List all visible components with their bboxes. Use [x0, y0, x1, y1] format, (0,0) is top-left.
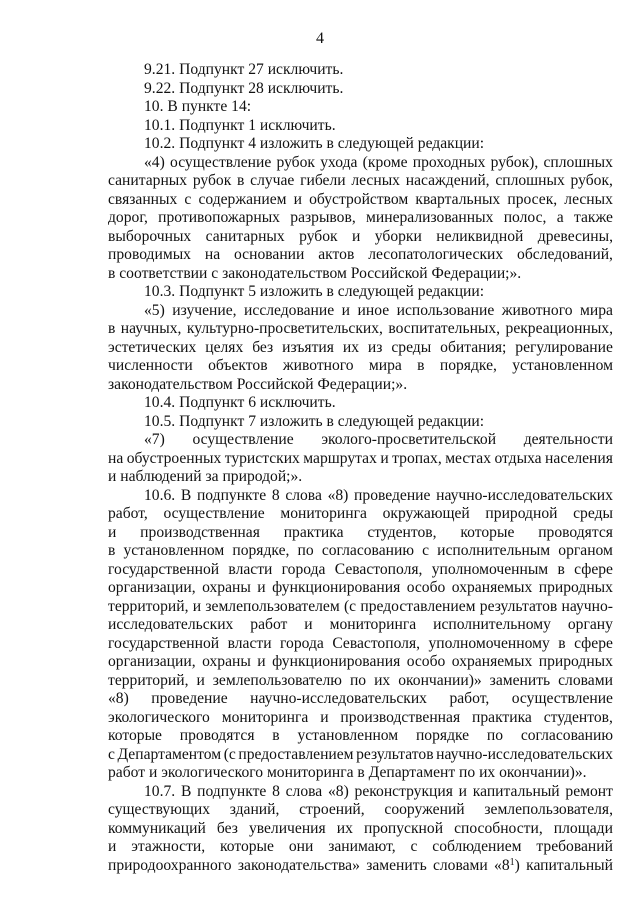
text-run: 10. В пункте 14:	[144, 98, 252, 115]
text-word: квартальных	[415, 190, 501, 208]
text-word: «8)	[327, 782, 349, 800]
text-line	[108, 764, 613, 783]
text-run: 10.5. Подпункт 7 изложить в следующей редакции:	[144, 412, 485, 430]
text-word: Департаментом	[117, 745, 222, 763]
text-word: «8)	[327, 486, 349, 504]
text-word: изучение,	[172, 301, 237, 319]
text-line	[108, 598, 613, 617]
text-word: (с	[343, 597, 357, 615]
text-word: осуществление	[163, 505, 265, 522]
text-word: охраны	[202, 653, 251, 670]
text-word: 8	[271, 486, 280, 504]
text-word: объектов	[208, 357, 268, 374]
text-word: тропах,	[392, 449, 442, 467]
text-word: актов	[318, 246, 355, 263]
text-word: законодательства»	[237, 856, 360, 874]
text-line	[108, 524, 613, 543]
text-word: противопожарных	[158, 209, 280, 226]
text-line	[108, 394, 613, 413]
text-line	[108, 672, 613, 691]
text-word: на	[108, 449, 124, 467]
text-word: органу	[567, 616, 613, 633]
text-word: Севастополя,	[332, 634, 421, 652]
text-line	[108, 246, 613, 265]
text-line	[108, 468, 613, 487]
text-word: функционирования	[272, 579, 401, 596]
text-run: 10.3. Подпункт 5 изложить в следующей редакции:	[144, 283, 485, 300]
text-word: студентов,	[367, 523, 437, 541]
text-line	[108, 302, 613, 321]
text-word: обустроенных	[126, 449, 222, 467]
text-word: с	[108, 745, 115, 763]
text-word: реконструкция	[354, 782, 453, 800]
text-word: сооружений	[384, 801, 465, 818]
text-word: полос,	[503, 209, 547, 226]
text-word: которые	[219, 838, 274, 855]
text-word: и	[293, 190, 303, 208]
text-word: рубок,	[570, 172, 613, 189]
text-run: работ и экологического мониторинга в Департамент по их окончании)».	[108, 764, 587, 781]
text-word: просек,	[507, 190, 558, 208]
text-word: рекреационных,	[505, 320, 613, 337]
text-word: случае	[250, 172, 295, 189]
text-line	[108, 98, 613, 117]
text-word: строений,	[299, 801, 365, 818]
text-word: окружающей	[382, 505, 470, 522]
text-word: эколого-просветительской	[321, 431, 497, 448]
text-word: власти	[227, 634, 272, 652]
text-word: уполномоченным	[431, 560, 549, 578]
text-word: местах	[445, 449, 492, 467]
text-word: выборочных	[108, 227, 192, 245]
text-word: и	[108, 838, 117, 855]
text-run: и наблюдений за природой;».	[108, 468, 303, 485]
text-word: мониторинга	[221, 708, 309, 726]
text-word: природных	[538, 579, 613, 596]
text-word: землепользователем	[205, 597, 340, 615]
text-word: обитания;	[440, 338, 507, 356]
text-word: слова	[285, 782, 323, 800]
text-word: рубок	[299, 227, 338, 245]
text-word: мира	[580, 301, 613, 319]
text-word: существующих	[108, 801, 210, 818]
text-word: площади	[553, 819, 613, 837]
text-word: осуществление	[170, 153, 272, 171]
text-word: практика	[283, 523, 344, 541]
text-word: Севастополя,	[334, 560, 423, 578]
text-word: лесных	[351, 172, 400, 189]
text-line	[108, 727, 613, 746]
text-line	[108, 320, 613, 339]
text-line	[108, 653, 613, 672]
text-word: численности	[108, 357, 193, 374]
text-word: изъятия	[282, 338, 334, 356]
text-word: и	[341, 301, 351, 319]
text-word: производственная	[140, 523, 260, 541]
text-word: их	[342, 338, 359, 356]
text-word: «7)	[144, 431, 165, 448]
text-word: работ	[250, 616, 288, 633]
text-word: с	[184, 190, 192, 208]
text-word: установленном	[297, 727, 399, 744]
text-word: заменить	[366, 856, 427, 874]
text-word: В	[180, 486, 192, 504]
text-word: в	[108, 542, 116, 559]
text-word: по	[486, 727, 504, 744]
text-word: заменить	[489, 671, 551, 689]
text-word: на	[204, 246, 221, 263]
text-word: (с	[223, 745, 236, 763]
text-word-part: «8	[494, 856, 510, 874]
text-line	[108, 172, 613, 191]
text-word: сплошных	[495, 172, 565, 189]
text-word: с	[422, 542, 430, 559]
text-line	[108, 339, 613, 358]
text-word: сплошных	[543, 153, 613, 171]
text-word: иное	[357, 301, 390, 319]
text-word: исполнительным	[437, 542, 551, 559]
text-word: исследовательских	[108, 616, 234, 633]
text-line	[108, 709, 613, 728]
text-word: научно-	[561, 597, 613, 615]
text-line	[108, 376, 613, 395]
text-line	[108, 783, 613, 802]
text-word: проводятся	[538, 523, 613, 541]
text-word: и	[196, 671, 205, 689]
text-word: рубок),	[490, 153, 539, 171]
text-word: установленном	[512, 357, 613, 374]
text-word: порядке,	[232, 542, 290, 559]
text-word: по	[297, 542, 314, 559]
text-word: мира	[368, 357, 402, 374]
text-word: 10.7.	[144, 782, 176, 800]
text-word: основании	[234, 246, 305, 263]
text-word: сфере	[574, 634, 613, 652]
text-word: рубок	[192, 172, 232, 189]
text-word: также	[573, 209, 613, 226]
text-word: государственной	[108, 560, 220, 578]
text-line	[108, 450, 613, 469]
text-word: проводятся	[179, 727, 255, 744]
text-word: практика	[472, 708, 532, 726]
text-word: среды	[573, 505, 613, 522]
text-word: организации,	[108, 653, 196, 670]
text-word: и	[320, 708, 329, 726]
text-line	[108, 542, 613, 561]
text-line	[108, 283, 613, 302]
text-word: лесопатологических	[368, 246, 504, 263]
text-word: регулирование	[515, 338, 613, 356]
text-word: уполномоченному	[428, 634, 550, 652]
text-word: увеличения	[248, 819, 326, 837]
text-run: 10.2. Подпункт 4 изложить в следующей редакции:	[144, 135, 485, 152]
text-word: пропускной	[363, 819, 444, 837]
text-word: а	[556, 209, 564, 226]
text-word: подпункте	[197, 782, 267, 800]
text-word: согласованию	[321, 542, 414, 559]
text-word: в	[237, 172, 245, 189]
text-word: из	[367, 338, 383, 356]
text-word: согласованию	[520, 727, 613, 744]
text-line	[108, 746, 613, 765]
text-line	[108, 191, 613, 210]
text-word: их	[336, 819, 353, 837]
text-word: коммуникаций	[108, 819, 206, 837]
text-line	[108, 80, 613, 99]
text-word: осуществление	[192, 431, 294, 448]
text-word: и	[192, 597, 202, 615]
text-run: 10.4. Подпункт 6 исключить.	[144, 394, 336, 411]
text-word: охраны	[202, 579, 251, 596]
text-line	[108, 61, 613, 80]
text-word: проходных	[412, 153, 486, 171]
text-word: студентов,	[543, 708, 613, 726]
text-word: функционирования	[272, 653, 401, 670]
text-word: научно-исследовательских	[250, 690, 427, 707]
text-word: «5)	[144, 301, 165, 319]
text-word: занимают,	[328, 838, 396, 855]
document-body	[108, 61, 613, 875]
text-word: (кроме	[362, 153, 408, 171]
text-word: разрывов,	[290, 209, 356, 226]
text-word: в	[108, 320, 116, 337]
text-word: территорий,	[108, 597, 189, 615]
text-word: в	[272, 727, 280, 744]
text-word: землепользователю	[212, 671, 342, 689]
text-word: соблюдением	[432, 838, 522, 855]
text-word: производственная	[340, 708, 461, 726]
text-word: города	[281, 560, 326, 578]
text-line	[108, 265, 613, 284]
text-word: результатов	[479, 597, 558, 615]
text-line	[108, 117, 613, 136]
text-word: 10.6.	[144, 486, 176, 504]
text-line	[108, 561, 613, 580]
text-line	[108, 135, 613, 154]
text-word: охраняемых	[451, 653, 533, 670]
text-word: природной	[485, 505, 558, 522]
text-word: по	[349, 671, 367, 689]
text-word: осуществление	[511, 690, 613, 707]
text-word: проведение	[354, 486, 431, 504]
text-word: обследований,	[517, 246, 613, 263]
text-word: содержанием	[198, 190, 287, 208]
text-word: и	[352, 227, 361, 245]
text-word: «4)	[144, 153, 165, 171]
text-word: культурно-просветительских,	[186, 320, 383, 337]
text-word: дорог,	[108, 209, 148, 226]
text-word: научно-исследовательских	[436, 486, 613, 504]
text-word: в	[417, 357, 425, 374]
text-word: власти	[228, 560, 273, 578]
text-word: организации,	[108, 579, 196, 596]
text-word: этажности,	[131, 838, 206, 855]
text-word: которые	[108, 727, 162, 744]
text-word: исполнительному	[433, 616, 551, 633]
text-word: работ,	[449, 690, 490, 707]
text-line	[108, 413, 613, 432]
text-word: капитальный	[526, 856, 613, 874]
text-word: уборки	[374, 227, 422, 245]
text-word: целях	[205, 338, 244, 356]
text-word: связанных	[108, 190, 178, 208]
text-run: 10.1. Подпункт 1 исключить.	[144, 116, 336, 134]
text-word: словами	[432, 856, 488, 874]
text-word: отдыха	[494, 449, 542, 467]
text-run: в соответствии с законодательством Российской Федерации;».	[108, 264, 522, 282]
text-word: санитарных	[205, 227, 285, 245]
text-word: органом	[558, 542, 613, 559]
text-word: 8	[272, 782, 280, 800]
text-word: особо	[406, 653, 446, 670]
text-word: города	[280, 634, 324, 652]
text-word: способности,	[454, 819, 543, 837]
text-word: капитальный	[472, 782, 560, 800]
superscript: 1	[509, 856, 515, 868]
text-word: воспитательных,	[388, 320, 501, 337]
text-line	[108, 616, 613, 635]
text-word: насаждений,	[405, 172, 490, 189]
text-word: проведение	[151, 690, 228, 707]
text-line	[108, 487, 613, 506]
text-word: результатов	[356, 745, 434, 763]
text-word: мониторинга	[280, 505, 367, 522]
text-word: и	[108, 523, 117, 541]
text-word: и	[304, 616, 313, 633]
text-word: установленном	[123, 542, 225, 559]
text-line	[108, 801, 613, 820]
text-word: предоставлением	[360, 597, 476, 615]
text-word: мониторинга	[329, 616, 417, 633]
text-word: особо	[406, 579, 446, 596]
text-word: научных,	[120, 320, 182, 337]
text-word: ремонт	[565, 782, 613, 800]
text-line	[108, 357, 613, 376]
text-word: словами	[558, 671, 613, 689]
text-word: ухода	[320, 153, 358, 171]
text-word: территорий,	[108, 671, 189, 689]
text-word: сфере	[574, 560, 613, 578]
text-word: государственной	[108, 634, 220, 652]
text-word: предоставлением	[238, 745, 354, 763]
text-word: туристских	[224, 449, 300, 467]
text-line	[108, 431, 613, 450]
text-word-part: )	[514, 856, 520, 874]
text-word: окончании)»	[398, 671, 482, 689]
text-line	[108, 857, 613, 876]
text-word: их	[374, 671, 391, 689]
text-word: неликвидной	[436, 227, 524, 245]
text-line	[108, 579, 613, 598]
text-line	[108, 228, 613, 247]
text-word: «8)	[108, 690, 129, 707]
text-word: и	[380, 449, 389, 467]
text-word: В	[180, 782, 192, 800]
text-word: эстетических	[108, 338, 197, 356]
text-word: гибели	[300, 172, 346, 189]
text-line	[108, 209, 613, 228]
text-line	[108, 838, 613, 857]
text-word: обустройством	[309, 190, 409, 208]
text-word: землепользователя,	[484, 801, 613, 818]
text-word: в	[558, 634, 566, 652]
text-word: научно-исследовательских	[436, 745, 613, 763]
text-word: использование	[396, 301, 495, 319]
text-word: проводимых	[108, 246, 191, 263]
text-word: санитарных	[108, 172, 188, 189]
text-word: слова	[285, 486, 322, 504]
text-word: которые	[460, 523, 515, 541]
text-word: с	[410, 838, 418, 855]
text-word: животного	[501, 301, 573, 319]
text-word: без	[216, 819, 238, 837]
text-word: и	[257, 579, 266, 596]
text-word: работ,	[108, 505, 148, 522]
text-word: природных	[538, 653, 613, 670]
text-word	[494, 857, 520, 876]
text-word: лесных	[564, 190, 613, 208]
text-word: населения	[545, 449, 613, 467]
text-line	[108, 154, 613, 173]
text-word: маршрутах	[303, 449, 377, 467]
page-number: 4	[316, 30, 324, 47]
text-line	[108, 635, 613, 654]
text-word: они	[288, 838, 314, 855]
text-word: деятельности	[523, 431, 613, 448]
text-word: минерализованных	[366, 209, 494, 226]
text-word: охраняемых	[451, 579, 533, 596]
text-run: законодательством Российской Федерации;».	[108, 375, 408, 393]
text-line	[108, 505, 613, 524]
text-run: 9.21. Подпункт 27 исключить.	[144, 61, 344, 78]
text-word: порядке	[415, 727, 470, 744]
text-word: в	[557, 560, 565, 578]
text-run: 9.22. Подпункт 28 исключить.	[144, 79, 344, 97]
text-word: среды	[391, 338, 432, 356]
text-word: зданий,	[229, 801, 280, 818]
text-word: исследование	[244, 301, 335, 319]
text-word: подпункте	[196, 486, 267, 504]
text-word: и	[257, 653, 266, 670]
text-word: экологического	[108, 708, 210, 726]
text-word: без	[252, 338, 274, 356]
text-word: животного	[282, 357, 354, 374]
text-word: требований	[536, 838, 613, 855]
text-line	[108, 690, 613, 709]
text-line	[108, 820, 613, 839]
text-word: порядке,	[439, 357, 497, 374]
text-word: и	[458, 782, 468, 800]
text-word: древесины,	[537, 227, 613, 245]
text-word: рубок	[276, 153, 315, 171]
text-word: природоохранного	[108, 856, 232, 874]
